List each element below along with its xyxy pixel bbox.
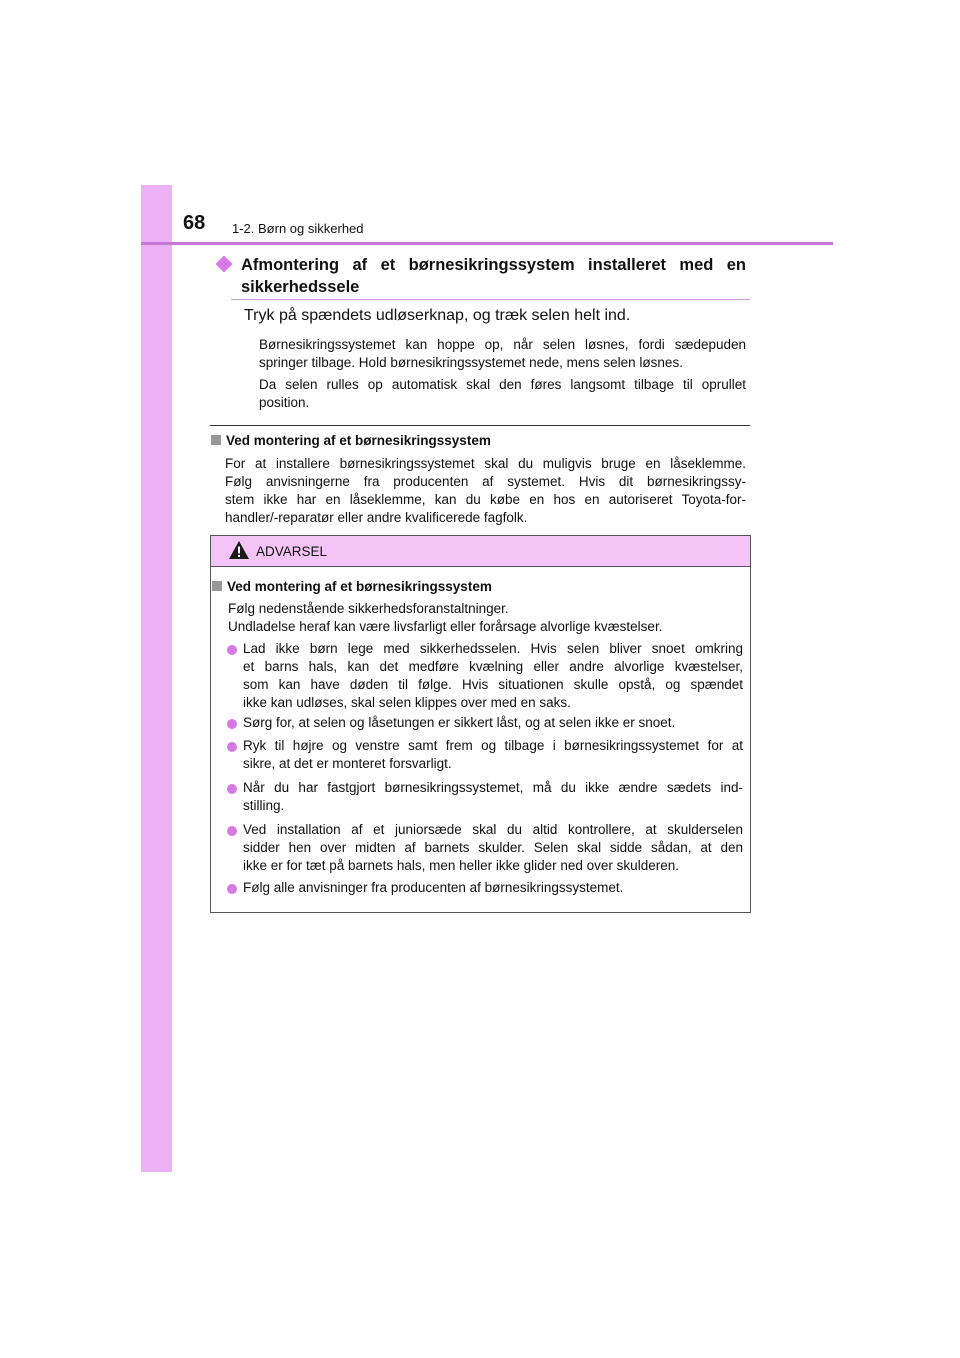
bullet-dot-icon bbox=[227, 719, 237, 729]
warning-intro-line: Følg nedenstående sikkerhedsforanstaltninger. bbox=[228, 601, 509, 616]
warning-bullet bbox=[243, 640, 743, 712]
bullet-dot-icon bbox=[227, 884, 237, 894]
subsection-title-line-1: Afmontering af et børnesikringssystem installeret med en bbox=[241, 256, 746, 274]
step-instruction: Tryk på spændets udløserknap, og træk selen helt ind. bbox=[244, 307, 631, 324]
bullet-line: Når du har fastgjort børnesikringssystemet, må du ikke ændre sædets ind- bbox=[243, 780, 743, 795]
section-divider bbox=[210, 425, 750, 426]
subsection-title-line-2: sikkerhedssele bbox=[241, 278, 360, 296]
bullet-dot-icon bbox=[227, 826, 237, 836]
warning-header bbox=[211, 536, 750, 567]
warning-bullet bbox=[243, 879, 743, 897]
info-line: handler/-reparatør eller andre kvalificerede fagfolk. bbox=[225, 510, 528, 525]
subsection-rule bbox=[231, 299, 750, 300]
bullet-dot-icon bbox=[227, 742, 237, 752]
note-line: position. bbox=[259, 395, 310, 410]
diamond-icon bbox=[216, 256, 233, 273]
warning-intro-line: Undladelse heraf kan være livsfarligt eller forårsage alvorlige kvæstelser. bbox=[228, 619, 663, 634]
info-body bbox=[225, 455, 746, 527]
bullet-dot-icon bbox=[227, 645, 237, 655]
bullet-line: Sørg for, at selen og låsetungen er sikkert låst, og at selen ikke er snoet. bbox=[243, 715, 676, 730]
warning-bullet bbox=[243, 821, 743, 875]
side-tab bbox=[141, 185, 172, 1172]
bullet-line: ikke kan udløses, skal selen klippes over med en saks. bbox=[243, 695, 571, 710]
warning-intro bbox=[228, 600, 748, 636]
warning-bullet bbox=[243, 779, 743, 815]
header-rule bbox=[141, 242, 833, 245]
bullet-line: Ryk til højre og venstre samt frem og tilbage i børnesikringssystemet for at bbox=[243, 738, 743, 753]
note-line: Da selen rulles op automatisk skal den føres langsomt tilbage til oprullet bbox=[259, 377, 746, 392]
square-bullet-icon bbox=[212, 581, 222, 591]
bullet-line: ikke er for tæt på barnets hals, men heller ikke glider ned over skulderen. bbox=[243, 858, 679, 873]
warning-box bbox=[210, 535, 751, 913]
bullet-line: Ved installation af et juniorsæde skal du altid kontrollere, at skulderselen bbox=[243, 822, 743, 837]
note-seat-cushion bbox=[259, 336, 746, 372]
warning-bullet bbox=[243, 737, 743, 773]
warning-heading bbox=[212, 579, 492, 594]
info-line: Følg anvisningerne fra producenten af systemet. Hvis dit børnesikringssy- bbox=[225, 474, 746, 489]
bullet-line: som kan have døden til følge. Hvis situationen skulle opstå, og spændet bbox=[243, 677, 743, 692]
note-belt-retract bbox=[259, 376, 746, 412]
info-line: For at installere børnesikringssystemet skal du muligvis bruge en låseklemme. bbox=[225, 456, 746, 471]
bullet-line: et barns hals, kan det medføre kvælning eller andre alvorlige kvæstelser, bbox=[243, 659, 743, 674]
warning-title-text: Ved montering af et børnesikringssystem bbox=[227, 579, 492, 594]
square-bullet-icon bbox=[211, 435, 221, 445]
bullet-line: sidder hen over midten af barnets skulder. Selen skal sidde sådan, at den bbox=[243, 840, 743, 855]
note-line: Børnesikringssystemet kan hoppe op, når selen løsnes, fordi sædepuden bbox=[259, 337, 746, 352]
page-number: 68 bbox=[183, 212, 206, 234]
bullet-line: Lad ikke børn lege med sikkerhedsselen. Hvis selen bliver snoet omkring bbox=[243, 641, 743, 656]
warning-bullet bbox=[243, 714, 743, 732]
note-line: springer tilbage. Hold børnesikringssystemet nede, mens selen løsnes. bbox=[259, 355, 683, 370]
warning-label: ADVARSEL bbox=[256, 544, 328, 559]
bullet-line: stilling. bbox=[243, 798, 285, 813]
info-heading bbox=[211, 433, 491, 448]
bullet-line: Følg alle anvisninger fra producenten af børnesikringssystemet. bbox=[243, 880, 624, 895]
bullet-dot-icon bbox=[227, 784, 237, 794]
info-title-text: Ved montering af et børnesikringssystem bbox=[226, 433, 491, 448]
warning-triangle-icon bbox=[228, 540, 250, 560]
info-line: stem ikke har en låseklemme, kan du købe en hos en autoriseret Toyota-for- bbox=[225, 492, 746, 507]
bullet-line: sikre, at det er monteret forsvarligt. bbox=[243, 756, 452, 771]
section-reference: 1-2. Børn og sikkerhed bbox=[232, 221, 364, 236]
